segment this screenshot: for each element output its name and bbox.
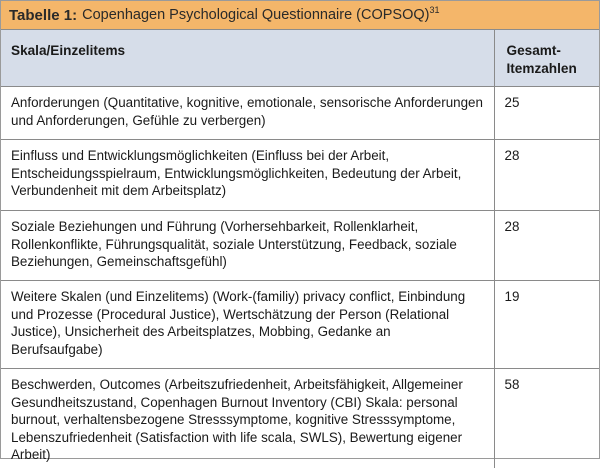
row-item-count: 19 [494,281,599,369]
row-scale-text: Anforderungen (Quantitative, kognitive, emotionale, sensorische Anforderungen und Anforderungen, Gefühle zu verbergen) [1,87,494,140]
row-item-count: 28 [494,140,599,211]
row-item-count: 25 [494,87,599,140]
table-row [1,281,599,369]
table-row [1,87,599,140]
table-row [1,369,599,468]
row-item-count: 58 [494,369,599,468]
row-scale-text: Einfluss und Entwicklungsmöglichkeiten (Einfluss bei der Arbeit, Entscheidungsspielraum, Entwicklungsmöglichkeiten, Bedeutung der Arbeit, Verbundenheit mit dem Arbeitsplatz) [1,140,494,211]
row-item-count: 28 [494,211,599,281]
caption-title [82,7,439,23]
caption-label: Tabelle 1: [9,7,77,24]
header-row [1,30,599,87]
header-scale: Skala/Einzelitems [1,30,494,87]
copsoq-table [1,30,599,468]
row-scale-text: Beschwerden, Outcomes (Arbeitszufriedenheit, Arbeitsfähigkeit, Allgemeiner Gesundheitszustand, Copenhagen Burnout Inventory (CBI) Skala: personal burnout, verhaltensbezogene Stresssymptome, kognitive Stresssymptome, Lebenszufriedenheit (Satisfaction with life scala, SWLS), Bewertung eigener Arbeit) [1,369,494,468]
header-count-line1: Gesamt- [507,43,561,58]
table-row [1,211,599,281]
caption-title-text: Copenhagen Psychological Questionnaire (COPSOQ) [82,7,429,23]
header-count [494,30,599,87]
row-scale-text: Soziale Beziehungen und Führung (Vorhersehbarkeit, Rollenklarheit, Rollenkonflikte, Führungsqualität, soziale Unterstützung, Feedback, soziale Beziehungen, Gemeinschaftsgefühl) [1,211,494,281]
header-count-line2: Itemzahlen [507,61,577,76]
caption-footnote: 31 [429,5,439,15]
table-row [1,140,599,211]
row-scale-text: Weitere Skalen (und Einzelitems) (Work-(familiy) privacy conflict, Einbindung und Prozesse (Procedural Justice), Wertschätzung der Person (Relational Justice), Unsicherheit des Arbeitsplatzes, Mobbing, Gedanke an Berufsaufgabe) [1,281,494,369]
table-caption [1,1,599,30]
